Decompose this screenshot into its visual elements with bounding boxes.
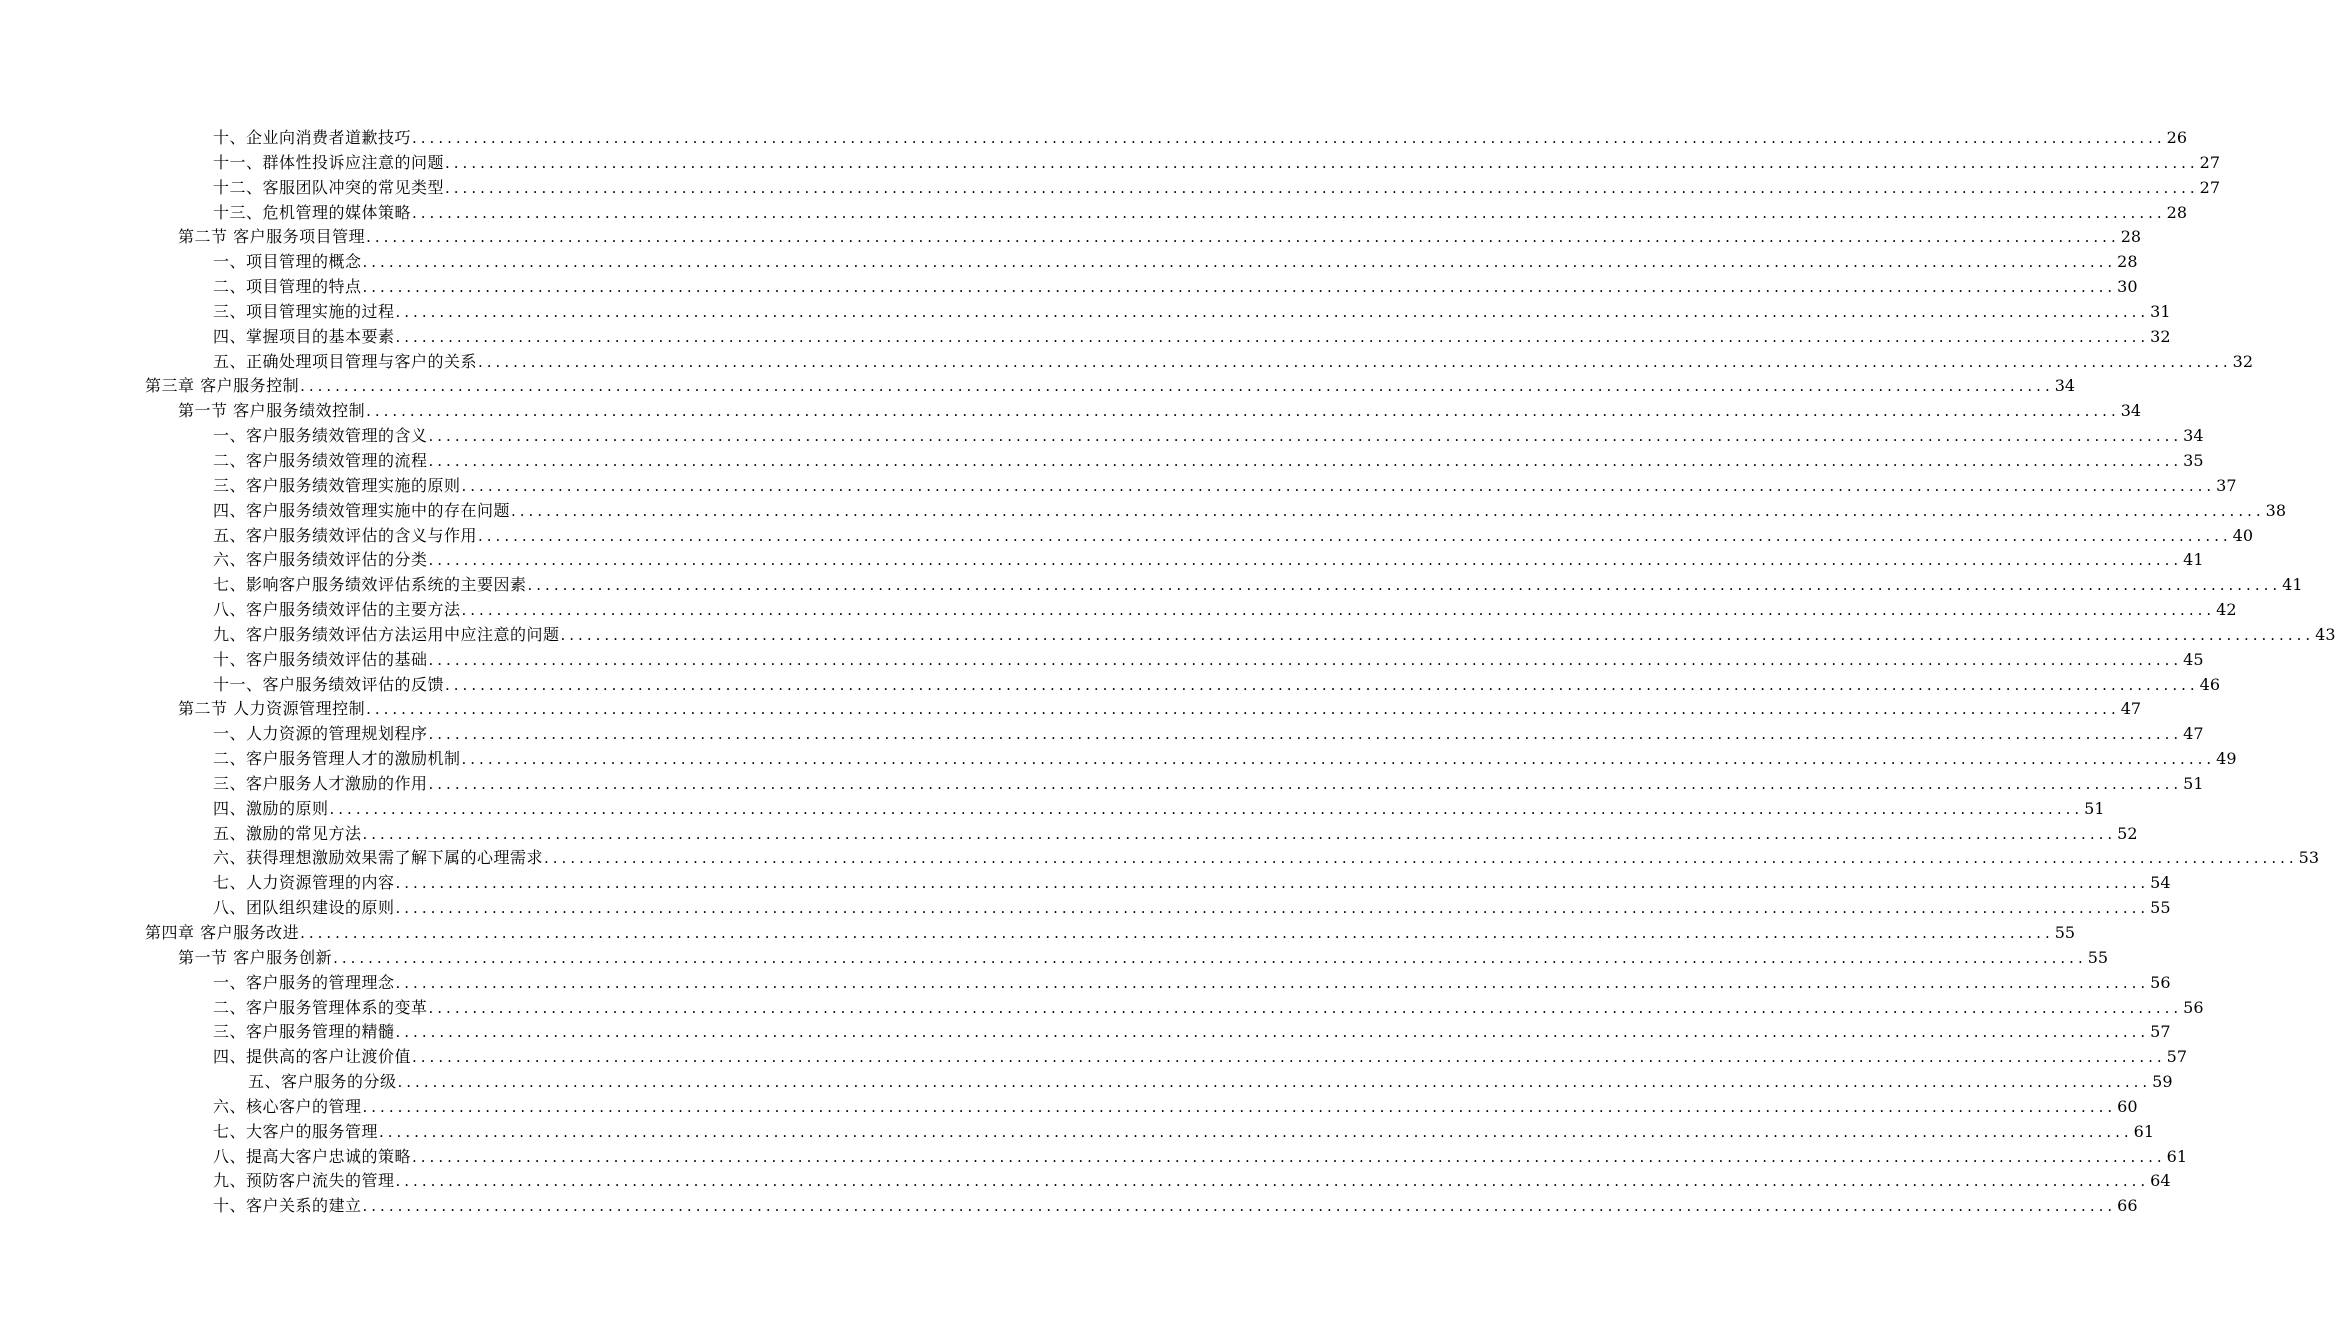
toc-entry[interactable] [0, 697, 2142, 722]
toc-page-number: 47 [2120, 699, 2142, 719]
toc-page-number: 38 [2265, 500, 2286, 520]
toc-entry[interactable] [0, 822, 2138, 847]
toc-dot-leader: ........................................................................................................................................................................................................ [544, 849, 2298, 868]
toc-entry-title: 三、客户服务管理的精髓 [213, 1022, 395, 1042]
toc-entry[interactable] [0, 797, 2105, 822]
toc-page-number: 53 [2298, 848, 2319, 868]
toc-dot-leader: ........................................................................................................................................................................................................ [379, 1122, 2133, 1141]
toc-page-number: 45 [2183, 649, 2204, 669]
toc-entry-title: 八、团队组织建设的原则 [213, 898, 395, 918]
toc-dot-leader: ........................................................................................................................................................................................................ [362, 1097, 2117, 1116]
toc-dot-leader: ........................................................................................................................................................................................................ [300, 924, 2054, 942]
toc-page-number: 55 [2150, 898, 2171, 918]
toc-entry-title: 五、客户服务绩效评估的含义与作用 [213, 525, 478, 545]
toc-page-number: 59 [2152, 1072, 2173, 1092]
toc-entry[interactable] [0, 1020, 2171, 1045]
toc-entry[interactable] [0, 673, 2220, 698]
toc-entry-title: 九、预防客户流失的管理 [213, 1171, 395, 1191]
toc-page-number: 61 [2166, 1146, 2187, 1166]
toc-dot-leader: ........................................................................................................................................................................................................ [395, 1023, 2150, 1042]
toc-dot-leader: ........................................................................................................................................................................................................ [428, 427, 2183, 446]
toc-entry[interactable] [0, 946, 2109, 971]
toc-entry[interactable] [0, 896, 2171, 921]
toc-page-number: 28 [2117, 252, 2138, 272]
toc-entry[interactable] [0, 996, 2204, 1021]
toc-entry-title: 八、提高大客户忠诚的策略 [213, 1146, 412, 1166]
toc-page-number: 60 [2117, 1096, 2138, 1116]
toc-dot-leader: ........................................................................................................................................................................................................ [412, 1147, 2166, 1166]
toc-page-number: 57 [2166, 1047, 2187, 1067]
toc-entry[interactable] [0, 325, 2171, 350]
toc-entry-title: 一、客户服务绩效管理的含义 [213, 426, 428, 446]
toc-page-number: 52 [2117, 823, 2138, 843]
toc-dot-leader: ........................................................................................................................................................................................................ [362, 824, 2117, 843]
toc-entry-title: 九、客户服务绩效评估方法运用中应注意的问题 [213, 624, 560, 644]
toc-entry-title: 第二节 客户服务项目管理 [178, 227, 366, 247]
toc-entry[interactable] [0, 772, 2204, 797]
toc-page-number: 32 [2232, 351, 2253, 371]
toc-page-number: 43 [2315, 624, 2336, 644]
toc-page-number: 41 [2183, 550, 2204, 570]
toc-entry[interactable] [0, 623, 2336, 648]
toc-page-number: 55 [2054, 923, 2076, 942]
toc-dot-leader: ........................................................................................................................................................................................................ [362, 253, 2117, 272]
toc-entry-title: 一、项目管理的概念 [213, 252, 362, 272]
toc-entry-title: 三、客户服务人才激励的作用 [213, 773, 428, 793]
toc-dot-leader: ........................................................................................................................................................................................................ [395, 874, 2150, 893]
toc-dot-leader: ........................................................................................................................................................................................................ [428, 774, 2183, 793]
toc-dot-leader: ........................................................................................................................................................................................................ [395, 899, 2150, 918]
toc-page-number: 35 [2183, 450, 2204, 470]
toc-entry-title: 六、获得理想激励效果需了解下属的心理需求 [213, 848, 544, 868]
toc-dot-leader: ........................................................................................................................................................................................................ [461, 476, 2216, 495]
toc-dot-leader: ........................................................................................................................................................................................................ [428, 650, 2183, 669]
toc-entry-title: 六、核心客户的管理 [213, 1096, 362, 1116]
toc-dot-leader: ........................................................................................................................................................................................................ [412, 129, 2166, 147]
toc-entry[interactable] [0, 871, 2171, 896]
toc-entry[interactable] [0, 1194, 2138, 1219]
toc-entry-title: 四、掌握项目的基本要素 [213, 326, 395, 346]
toc-page-number: 66 [2117, 1196, 2138, 1216]
toc-page-number: 61 [2133, 1121, 2154, 1141]
toc-entry-title: 四、客户服务绩效管理实施中的存在问题 [213, 500, 511, 520]
toc-entry-title: 五、激励的常见方法 [213, 823, 362, 843]
toc-page-number: 28 [2166, 202, 2187, 222]
toc-page-number: 31 [2150, 301, 2171, 321]
toc-entry[interactable] [0, 648, 2204, 673]
toc-entry[interactable] [0, 151, 2220, 176]
toc-entry[interactable] [0, 1095, 2138, 1120]
toc-entry-title: 五、正确处理项目管理与客户的关系 [213, 351, 478, 371]
toc-entry-title: 第一节 客户服务绩效控制 [178, 401, 366, 421]
toc-entry-title: 八、客户服务绩效评估的主要方法 [213, 600, 461, 620]
toc-dot-leader: ........................................................................................................................................................................................................ [527, 576, 2282, 595]
toc-entry-title: 五、客户服务的分级 [248, 1072, 397, 1092]
toc-entry-title: 三、项目管理实施的过程 [213, 301, 395, 321]
toc-page-number: 34 [2120, 401, 2142, 421]
toc-entry-title: 二、客户服务管理体系的变革 [213, 997, 428, 1017]
toc-entry-title: 十、客户关系的建立 [213, 1196, 362, 1216]
toc-page-number: 34 [2054, 376, 2076, 396]
toc-dot-leader: ........................................................................................................................................................................................................ [445, 675, 2199, 694]
toc-dot-leader: ........................................................................................................................................................................................................ [366, 228, 2120, 247]
toc-page-number: 56 [2183, 997, 2204, 1017]
toc-page-number: 32 [2150, 326, 2171, 346]
toc-page-number: 55 [2087, 947, 2109, 967]
toc-entry[interactable] [0, 499, 2286, 524]
toc-entry-title: 十三、危机管理的媒体策略 [213, 202, 412, 222]
toc-entry[interactable] [0, 747, 2237, 772]
toc-dot-leader: ........................................................................................................................................................................................................ [428, 998, 2183, 1017]
toc-dot-leader: ........................................................................................................................................................................................................ [461, 750, 2216, 769]
toc-page-number: 42 [2216, 600, 2237, 620]
toc-entry-title: 七、大客户的服务管理 [213, 1121, 379, 1141]
toc-entry[interactable] [0, 971, 2171, 996]
toc-entry[interactable] [0, 548, 2204, 573]
toc-page-number: 56 [2150, 972, 2171, 992]
toc-dot-leader: ........................................................................................................................................................................................................ [395, 302, 2150, 321]
toc-page-number: 64 [2150, 1171, 2171, 1191]
toc-page-number: 40 [2232, 525, 2253, 545]
toc-entry-title: 第三章 客户服务控制 [145, 376, 300, 396]
toc-entry-title: 七、影响客户服务绩效评估系统的主要因素 [213, 575, 527, 595]
toc-entry[interactable] [0, 722, 2204, 747]
toc-dot-leader: ........................................................................................................................................................................................................ [395, 973, 2150, 992]
toc-dot-leader: ........................................................................................................................................................................................................ [511, 501, 2265, 520]
toc-entry[interactable] [0, 474, 2237, 499]
toc-page-number: 27 [2199, 152, 2220, 172]
toc-entry[interactable] [0, 524, 2253, 549]
toc-page-number: 28 [2120, 227, 2142, 247]
toc-entry-title: 二、项目管理的特点 [213, 277, 362, 297]
toc-entry-title: 四、激励的原则 [213, 798, 329, 818]
toc-dot-leader: ........................................................................................................................................................................................................ [397, 1073, 2152, 1092]
toc-dot-leader: ........................................................................................................................................................................................................ [478, 352, 2232, 371]
toc-entry[interactable] [0, 573, 2303, 598]
toc-entry[interactable] [0, 1120, 2154, 1145]
toc-entry[interactable] [0, 350, 2253, 375]
toc-entry[interactable] [0, 275, 2138, 300]
toc-entry-title: 十一、群体性投诉应注意的问题 [213, 152, 445, 172]
toc-dot-leader: ........................................................................................................................................................................................................ [362, 1197, 2117, 1216]
toc-dot-leader: ........................................................................................................................................................................................................ [300, 377, 2054, 396]
toc-entry[interactable] [0, 1145, 2187, 1170]
toc-entry-title: 二、客户服务绩效管理的流程 [213, 450, 428, 470]
toc-entry[interactable] [0, 250, 2138, 275]
toc-entry-title: 第一节 客户服务创新 [178, 947, 333, 967]
toc-dot-leader: ........................................................................................................................................................................................................ [329, 799, 2084, 818]
toc-entry-title: 第四章 客户服务改进 [145, 923, 300, 942]
toc-page-number: 57 [2150, 1022, 2171, 1042]
toc-page-number: 49 [2216, 749, 2237, 769]
toc-dot-leader: ........................................................................................................................................................................................................ [428, 725, 2183, 744]
toc-page-number: 51 [2084, 798, 2105, 818]
toc-entry[interactable] [0, 399, 2142, 424]
toc-dot-leader: ........................................................................................................................................................................................................ [428, 451, 2183, 470]
toc-entry-title: 二、客户服务管理人才的激励机制 [213, 749, 461, 769]
toc-page-number: 54 [2150, 873, 2171, 893]
toc-entry[interactable] [0, 1169, 2171, 1194]
toc-entry-title: 一、人力资源的管理规划程序 [213, 724, 428, 744]
toc-dot-leader: ........................................................................................................................................................................................................ [461, 601, 2216, 620]
toc-entry-title: 第二节 人力资源管理控制 [178, 699, 366, 719]
toc-entry[interactable] [0, 424, 2204, 449]
toc-entry-title: 六、客户服务绩效评估的分类 [213, 550, 428, 570]
toc-entry-title: 四、提供高的客户让渡价值 [213, 1047, 412, 1067]
table-of-contents [0, 126, 2336, 1219]
toc-dot-leader: ........................................................................................................................................................................................................ [366, 402, 2120, 421]
toc-page-number: 37 [2216, 475, 2237, 495]
toc-entry[interactable] [0, 201, 2187, 226]
toc-entry[interactable] [0, 225, 2142, 250]
toc-dot-leader: ........................................................................................................................................................................................................ [362, 278, 2117, 297]
toc-dot-leader: ........................................................................................................................................................................................................ [412, 1048, 2166, 1067]
toc-page-number: 26 [2166, 128, 2187, 147]
toc-entry[interactable] [0, 846, 2319, 871]
toc-page-number: 30 [2117, 277, 2138, 297]
toc-dot-leader: ........................................................................................................................................................................................................ [395, 327, 2150, 346]
toc-page-number: 27 [2199, 177, 2220, 197]
toc-entry-title: 十、客户服务绩效评估的基础 [213, 649, 428, 669]
toc-page-number: 47 [2183, 724, 2204, 744]
toc-dot-leader: ........................................................................................................................................................................................................ [428, 551, 2183, 570]
toc-dot-leader: ........................................................................................................................................................................................................ [412, 203, 2166, 222]
toc-entry-title: 十、企业向消费者道歉技巧 [213, 128, 412, 147]
toc-dot-leader: ........................................................................................................................................................................................................ [478, 526, 2232, 545]
toc-entry[interactable] [0, 126, 2187, 151]
toc-dot-leader: ........................................................................................................................................................................................................ [445, 153, 2199, 172]
toc-page-number: 51 [2183, 773, 2204, 793]
toc-dot-leader: ........................................................................................................................................................................................................ [445, 178, 2199, 197]
toc-page-number: 46 [2199, 674, 2220, 694]
toc-page-number: 34 [2183, 426, 2204, 446]
toc-dot-leader: ........................................................................................................................................................................................................ [395, 1172, 2150, 1191]
toc-entry[interactable] [0, 374, 2076, 399]
toc-entry[interactable] [0, 1045, 2187, 1070]
toc-entry[interactable] [0, 176, 2220, 201]
toc-entry-title: 一、客户服务的管理理念 [213, 972, 395, 992]
toc-entry[interactable] [0, 921, 2076, 946]
toc-page-number: 41 [2282, 575, 2303, 595]
toc-entry[interactable] [0, 300, 2171, 325]
toc-entry[interactable] [0, 449, 2204, 474]
toc-entry-title: 十二、客服团队冲突的常见类型 [213, 177, 445, 197]
toc-entry[interactable] [0, 1070, 2173, 1095]
toc-dot-leader: ........................................................................................................................................................................................................ [366, 700, 2120, 719]
toc-entry[interactable] [0, 598, 2237, 623]
toc-entry-title: 十一、客户服务绩效评估的反馈 [213, 674, 445, 694]
toc-dot-leader: ........................................................................................................................................................................................................ [333, 948, 2087, 967]
toc-entry-title: 七、人力资源管理的内容 [213, 873, 395, 893]
toc-entry-title: 三、客户服务绩效管理实施的原则 [213, 475, 461, 495]
toc-dot-leader: ........................................................................................................................................................................................................ [560, 625, 2315, 644]
